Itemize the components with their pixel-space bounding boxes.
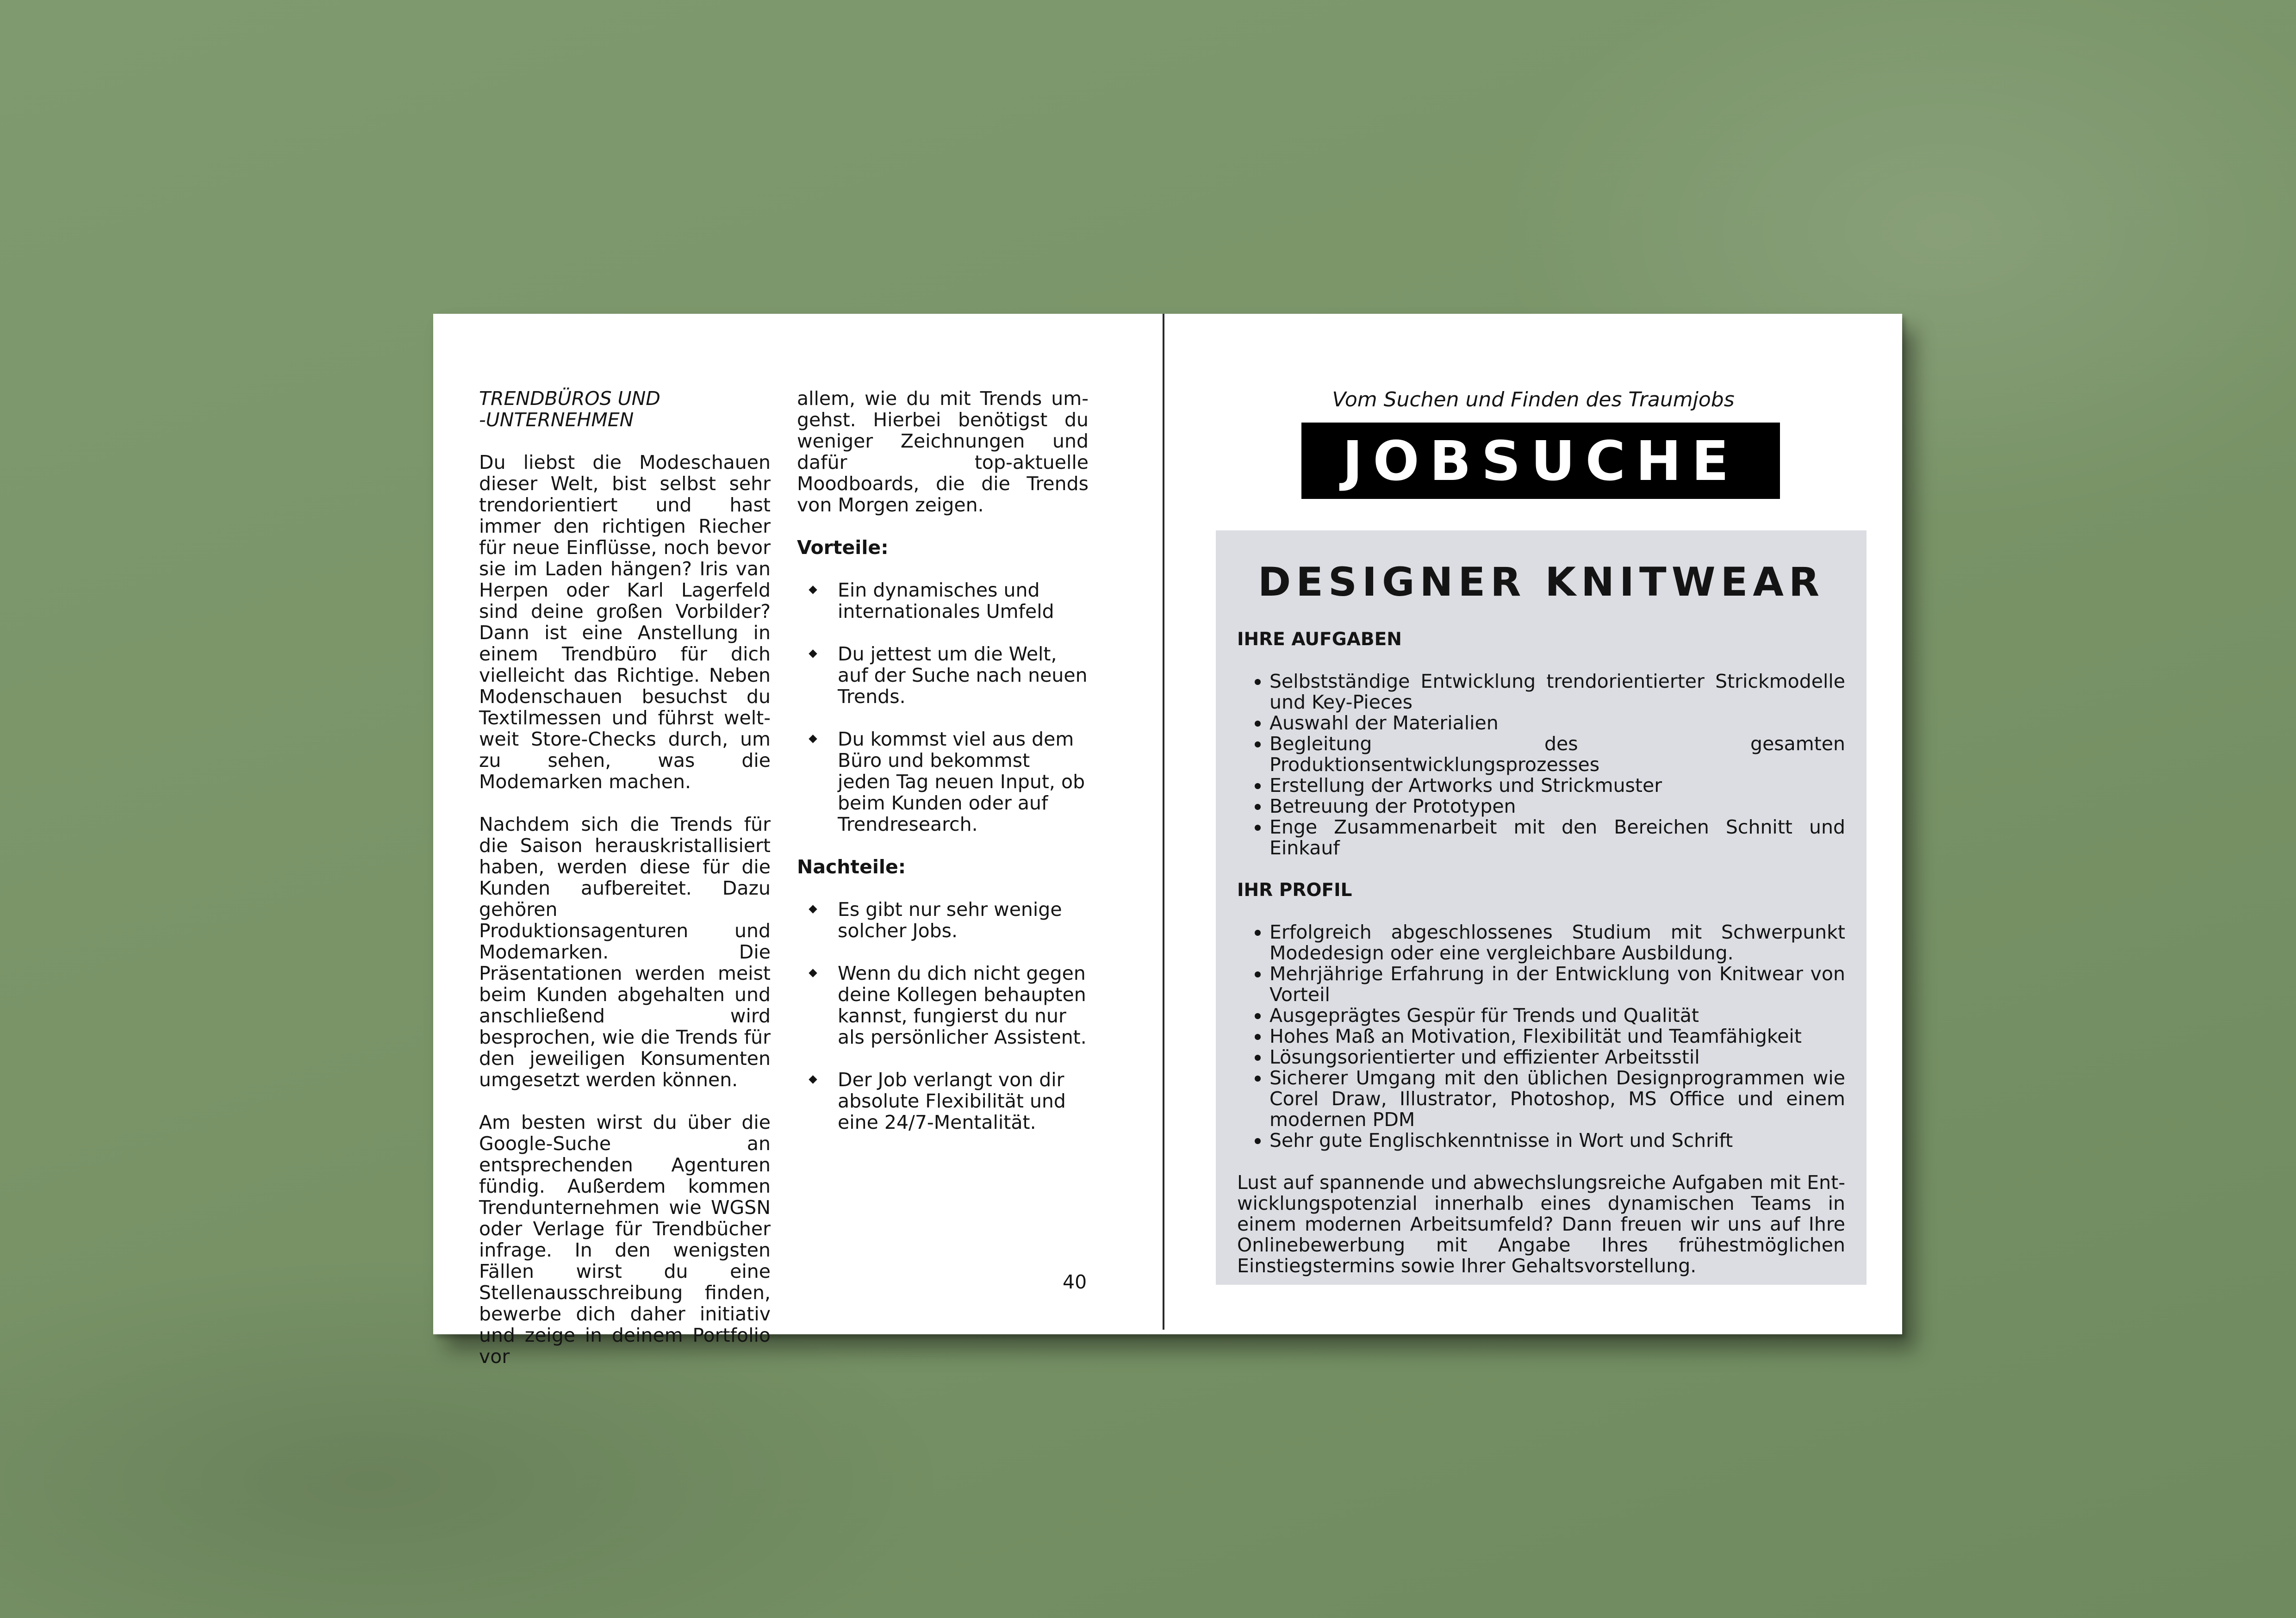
open-booklet xyxy=(433,314,1902,1368)
list-item: • Erfolgreich abgeschlossenes Studium mit Schwerpunkt Modedesign oder eine vergleichbare Ausbildung. xyxy=(1269,922,1845,964)
list-item: Du jettest um die Welt, auf der Suche nach neuen Trends. xyxy=(797,643,1089,707)
list-item: • Hohes Maß an Motivation, Flexibilität und Teamfähigkeit xyxy=(1269,1026,1845,1047)
paragraph: Am besten wirst du über die Google-Suche an entsprechenden Agenturen fündig. Außerdem kommen Trendunternehmen wie WGSN oder Verlage für Trendbücher infrage. In den wenigsten Fällen wirst du eine Stellenausschreibung finden, bewerbe dich daher initiativ und zeige in deinem Portfolio vor xyxy=(479,1111,771,1368)
list-item: • Erstellung der Artworks und Strickmuster xyxy=(1269,775,1845,796)
list-item: • Enge Zusammenarbeit mit den Bereichen Schnitt und Einkauf xyxy=(1269,817,1845,859)
jobsuche-banner: JOBSUCHE xyxy=(1301,423,1780,499)
list-item: • Auswahl der Materialien xyxy=(1269,713,1845,734)
list-item: • Lösungsorientierter und effizienter Arbeitsstil xyxy=(1269,1047,1845,1068)
list-item: Du kommst viel aus dem Büro und bekommst jeden Tag neuen Input, ob beim Kunden oder auf Trendresearch. xyxy=(797,728,1089,835)
paragraph: Du liebst die Modeschauen dieser Welt, bist selbst sehr trendorientiert und hast immer den richtigen Riecher für neue Einflüsse, noch bevor sie im Laden hängen? Iris van Herpen oder Karl Lagerfeld sind deine großen Vorbilder? Dann ist eine Anstellung in einem Trendbüro für dich vielleicht das Richtige. Neben Modenschauen besuchst du Textilmessen und führst weltweit Store-Checks durch, um zu sehen, was die Modemarken machen. xyxy=(479,451,771,793)
closing-paragraph: Lust auf spannende und abwechslungsreiche Aufgaben mit Entwicklungspotenzial innerhalb eines dynamischen Teams in einem modernen Arbeitsumfeld? Dann freuen wir uns auf Ihre Onlinebewerbung mit Angabe Ihres frühestmöglichen Einstiegstermins sowie Ihrer Gehaltsvorstellung. xyxy=(1237,1171,1845,1277)
section-heading: TRENDBÜROS UND -UNTERNEHMEN xyxy=(479,387,660,431)
profile-list xyxy=(1237,922,1845,1151)
list-item: Wenn du dich nicht gegen deine Kollegen behaupten kannst, fungierst du nur als persönlicher Assistent. xyxy=(797,963,1089,1048)
page-number: 40 xyxy=(1063,1271,1087,1293)
job-ad-body xyxy=(1237,629,1845,1276)
list-item: • Selbstständige Entwicklung trendorientierter Strickmodelle und Key-Pieces xyxy=(1269,671,1845,713)
job-ad-box xyxy=(1216,530,1867,1285)
cons-list xyxy=(797,899,1089,1133)
pros-heading: Vorteile: xyxy=(797,536,889,559)
list-item: • Begleitung des gesamten Produktionsentwicklungsprozesses xyxy=(1269,734,1845,775)
list-item: • Betreuung der Prototypen xyxy=(1269,796,1845,817)
list-item: • Mehrjährige Erfahrung in der Entwicklung von Knitwear von Vorteil xyxy=(1269,964,1845,1005)
paragraph: Nachdem sich die Trends für die Saison herauskristallisiert haben, werden diese für die Kunden aufbereitet. Dazu gehören Produktionsagenturen und Modemarken. Die Präsentationen werden meist beim Kunden abgehalten und anschließend wird besprochen, wie die Trends für den jeweiligen Konsumenten umgesetzt werden können. xyxy=(479,813,771,1091)
list-item: • Sicherer Umgang mit den üblichen Designprogrammen wie Corel Draw, Illustrator, Photoshop, MS Office und einem modernen PDM xyxy=(1269,1068,1845,1130)
tagline: Vom Suchen und Finden des Traumjobs xyxy=(1332,388,1735,411)
list-item: • Ausgeprägtes Gespür für Trends und Qualität xyxy=(1269,1005,1845,1026)
left-page-column-2 xyxy=(797,388,1089,1154)
left-page-column-1 xyxy=(479,388,771,1367)
booklet-spine xyxy=(1163,314,1164,1330)
job-title: DESIGNER KNITWEAR xyxy=(1257,559,1825,605)
list-item: • Sehr gute Englischkenntnisse in Wort und Schrift xyxy=(1269,1130,1845,1151)
cons-heading: Nachteile: xyxy=(797,856,906,878)
pros-list xyxy=(797,579,1089,835)
tasks-heading: IHRE AUFGABEN xyxy=(1237,629,1402,650)
tasks-list xyxy=(1237,671,1845,859)
paragraph: allem, wie du mit Trends umgehst. Hierbei benötigst du weniger Zeichnungen und dafür top-aktuelle Moodboards, die die Trends von Morgen zeigen. xyxy=(797,387,1089,516)
list-item: Der Job verlangt von dir absolute Flexibilität und eine 24/7-Mentalität. xyxy=(797,1069,1089,1133)
profile-heading: IHR PROFIL xyxy=(1237,880,1352,901)
list-item: Es gibt nur sehr wenige solcher Jobs. xyxy=(797,899,1089,941)
list-item: Ein dynamisches und internationales Umfeld xyxy=(797,579,1089,622)
